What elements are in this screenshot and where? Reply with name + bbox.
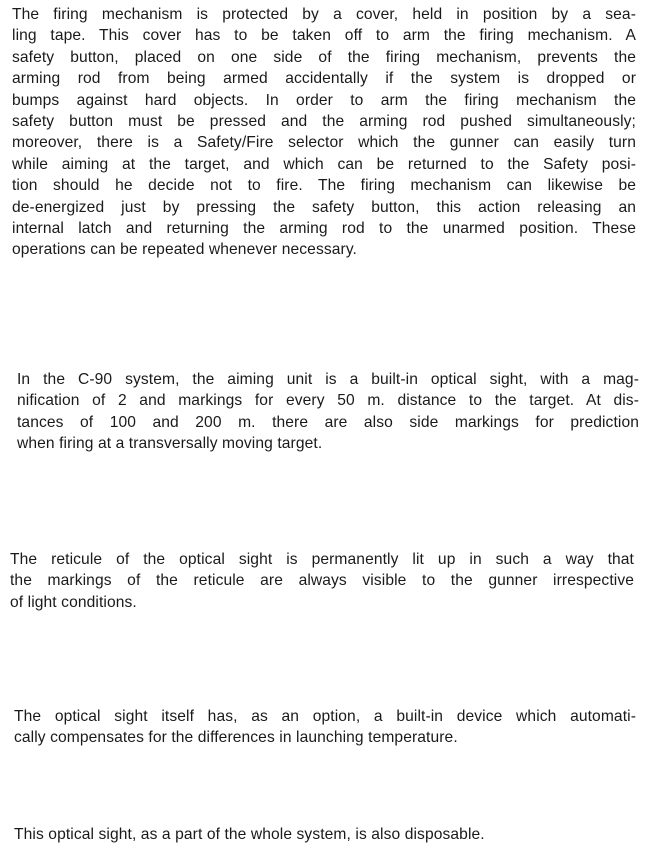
text-line: The firing mechanism is protected by a cover, held in position by a sea- [12,6,636,23]
text-line: The optical sight itself has, as an option, a built-in device which automati- [14,708,636,725]
text-line: de-energized just by pressing the safety button, this action releasing an [12,198,636,216]
text-line: arming rod from being armed accidentally if the system is dropped or [12,70,636,88]
text-line: while aiming at the target, and which can be returned to the Safety posi- [12,155,636,173]
text-line: ling tape. This cover has to be taken off to arm the firing mechanism. A [12,27,636,45]
text-line: This optical sight, as a part of the whole system, is also disposable. [14,826,485,843]
text-line: internal latch and returning the arming rod to the unarmed position. These [12,220,636,238]
text-line: cally compensates for the differences in launching temperature. [14,729,458,747]
paragraph-reticule [10,549,634,613]
text-line: tances of 100 and 200 m. there are also side markings for prediction [17,413,639,431]
text-line: the markings of the reticule are always visible to the gunner irrespective [10,572,634,590]
text-line: The reticule of the optical sight is permanently lit up in such a way that [10,551,634,568]
text-line: operations can be repeated whenever necessary. [12,241,357,259]
text-line: nification of 2 and markings for every 50 m. distance to the target. At dis- [17,392,639,410]
text-line: safety button must be pressed and the arming rod pushed simultaneously; [12,113,636,131]
paragraph-firing-mechanism [12,4,636,261]
text-line: bumps against hard objects. In order to arm the firing mechanism the [12,91,636,109]
paragraph-temperature-compensation [14,706,636,749]
paragraph-aiming-unit [17,369,639,455]
text-line: of light conditions. [10,593,137,611]
text-line: In the C-90 system, the aiming unit is a built-in optical sight, with a mag- [17,371,639,388]
text-line: safety button, placed on one side of the firing mechanism, prevents the [12,48,636,66]
text-line: moreover, there is a Safety/Fire selector which the gunner can easily turn [12,134,636,152]
paragraph-disposable [14,824,574,845]
text-line: tion should he decide not to fire. The firing mechanism can likewise be [12,177,636,195]
text-line: when firing at a transversally moving target. [17,435,323,453]
